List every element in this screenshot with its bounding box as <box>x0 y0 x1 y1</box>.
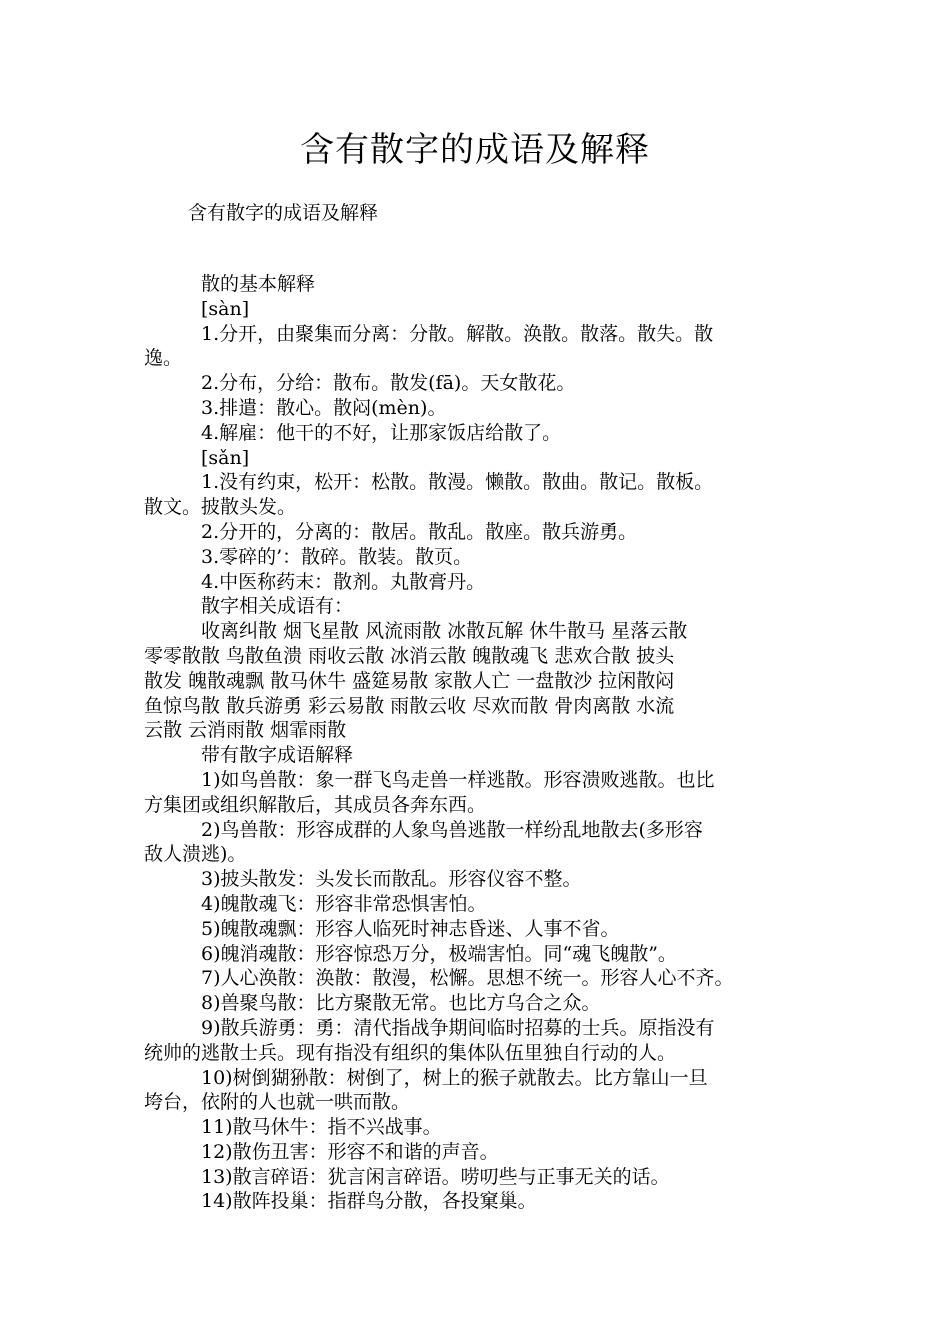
pinyin-san4: [sàn] <box>201 297 250 320</box>
section-heading-idioms: 散字相关成语有： <box>201 595 354 618</box>
document-body <box>144 272 820 1214</box>
idiom-list-line: 收离纠散 烟飞星散 风流雨散 冰散瓦解 休牛散马 星落云散 <box>201 620 688 643</box>
idiom-explanation: 14)散阵投巢：指群鸟分散，各投窠巢。 <box>201 1190 537 1213</box>
definition-line: 2.分布，分给：散布。散发(fā)。天女散花。 <box>201 372 576 395</box>
pinyin-san3: [sǎn] <box>201 446 250 469</box>
idiom-explanation: 3)披头散发：头发长而散乱。形容仪容不整。 <box>201 868 582 891</box>
definition-line: 4.解雇：他干的不好，让那家饭店给散了。 <box>201 421 562 444</box>
definition-line: 4.中医称药末：散剂。丸散膏丹。 <box>201 570 486 593</box>
definition-line: 1.分开，由聚集而分离：分散。解散。涣散。散落。散失。散 <box>201 322 714 345</box>
definition-line-cont: 逸。 <box>144 347 183 370</box>
idiom-explanation: 4)魄散魂飞：形容非常恐惧害怕。 <box>201 892 487 915</box>
definition-line: 3.排遣：散心。散闷(mèn)。 <box>201 396 447 419</box>
idiom-list-line: 散发 魄散魂飘 散马休牛 盛筵易散 家散人亡 一盘散沙 拉闲散闷 <box>144 669 675 692</box>
idiom-explanation-cont: 垮台，依附的人也就一哄而散。 <box>144 1091 411 1114</box>
definition-line-cont: 散文。披散头发。 <box>144 496 297 519</box>
definition-line: 1.没有约束，松开：松散。散漫。懒散。散曲。散记。散板。 <box>201 471 714 494</box>
section-heading-basic: 散的基本解释 <box>201 273 316 295</box>
idiom-explanation-cont: 统帅的逃散士兵。现有指没有组织的集体队伍里独自行动的人。 <box>144 1041 677 1064</box>
idiom-list-line: 鱼惊鸟散 散兵游勇 彩云易散 雨散云收 尽欢而散 骨肉离散 水流 <box>144 694 675 717</box>
definition-line: 3.零碎的’：散碎。散装。散页。 <box>201 545 473 568</box>
idiom-explanation: 9)散兵游勇：勇：清代指战争期间临时招募的士兵。原指没有 <box>201 1016 715 1039</box>
idiom-list-line: 零零散散 鸟散鱼溃 雨收云散 冰消云散 魄散魂飞 悲欢合散 披头 <box>144 644 675 667</box>
idiom-explanation: 8)兽聚鸟散：比方聚散无常。也比方乌合之众。 <box>201 992 601 1015</box>
idiom-explanation: 2)鸟兽散：形容成群的人象鸟兽逃散一样纷乱地散去(多形容 <box>201 818 703 841</box>
idiom-list-line: 云散 云消雨散 烟霏雨散 <box>144 719 347 742</box>
page-subtitle: 含有散字的成语及解释 <box>188 202 379 224</box>
idiom-explanation: 13)散言碎语：犹言闲言碎语。唠叨些与正事无关的话。 <box>201 1165 670 1188</box>
idiom-explanation-cont: 敌人溃逃)。 <box>144 843 247 866</box>
idiom-explanation: 7)人心涣散：涣散：散漫，松懈。思想不统一。形容人心不齐。 <box>201 967 734 990</box>
idiom-explanation: 11)散马休牛：指不兴战事。 <box>201 1116 442 1139</box>
idiom-explanation: 10)树倒猢狲散：树倒了，树上的猴子就散去。比方靠山一旦 <box>201 1066 708 1089</box>
idiom-explanation-cont: 方集团或组织解散后，其成员各奔东西。 <box>144 793 487 816</box>
definition-line: 2.分开的，分离的：散居。散乱。散座。散兵游勇。 <box>201 520 638 543</box>
idiom-explanation: 1)如鸟兽散：象一群飞鸟走兽一样逃散。形容溃败逃散。也比 <box>201 768 715 791</box>
page-title: 含有散字的成语及解释 <box>300 130 650 170</box>
idiom-explanation: 12)散伤丑害：形容不和谐的声音。 <box>201 1140 499 1163</box>
idiom-explanation: 5)魄散魂飘：形容人临死时神志昏迷、人事不省。 <box>201 917 620 940</box>
section-heading-explanations: 带有散字成语解释 <box>201 744 354 767</box>
idiom-explanation: 6)魄消魂散：形容惊恐万分，极端害怕。同“魂飞魄散”。 <box>201 942 677 965</box>
